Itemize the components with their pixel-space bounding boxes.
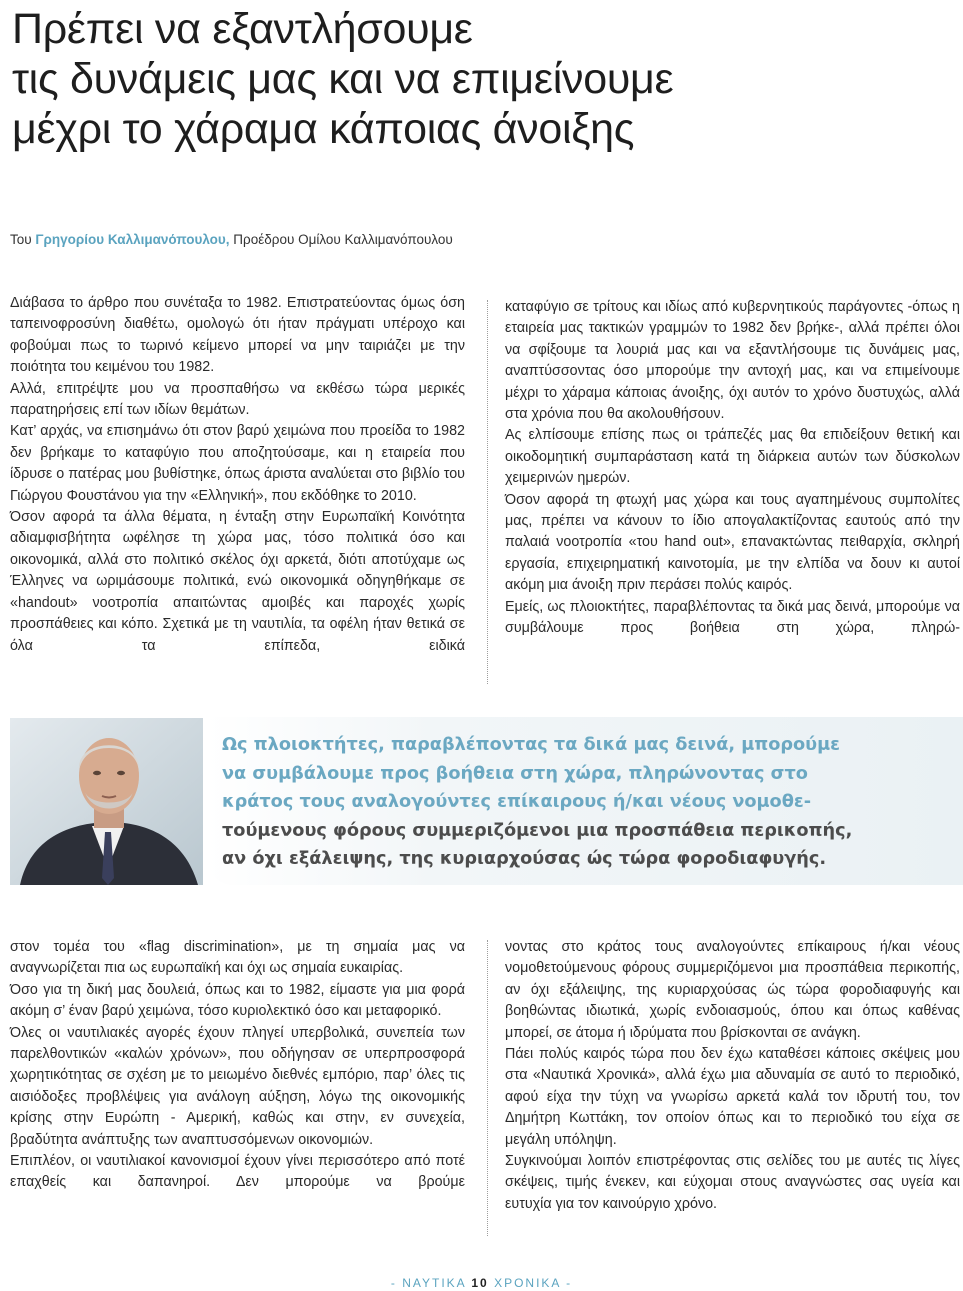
paragraph: νοντας στο κράτος τους αναλογούντες επίκαιρους ή/και νέους νομοθετούμενους φόρους συμμεριζόμενοι μια προσπάθεια περικοπής, αν όχι εξάλειψης, της κυριαρχούσας ώς τώρα φοροδιαφυγής και βοηθώντας ιδιωτικά, χωρίς ενδοιασμούς, όπου και όπως καθένας μπορεί, σε άτομα ή ιδρύματα που βρίσκονται σε ανάγκη. <box>505 939 960 1041</box>
paragraph: Όσον αφορά τα άλλα θέματα, η ένταξη στην Ευρωπαϊκή Κοινότητα αδιαμφισβήτητα ωφέλησε τη χώρα μας, τόσο πολιτικά όσο και οικονομικά, αλλά στο πολιτικό σκέλος όχι αρκετά, διότι αποτύχαμε ως Έλληνες να ωριμάσουμε πολιτικά, ενώ οικονομικά οδηγηθήκαμε σε «handout» νοοτροπία απαιτώντας αμοιβές και παροχές χωρίς προσπάθειες και κόπο. Σχετικά με τη ναυτιλία, τα οφέλη ήταν θετικά σε όλα τα επίπεδα, ειδικά <box>10 509 465 654</box>
paragraph: Αλλά, επιτρέψτε μου να προσπαθήσω να εκθέσω τώρα μερικές παρατηρήσεις επί των ιδίων θεμάτων. <box>10 380 465 419</box>
paragraph: Διάβασα το άρθρο που συνέταξα το 1982. Επιστρατεύοντας όμως όση ταπεινοφροσύνη διαθέτω, ομολογώ ότι ήταν πράγματι υπέροχο και φοβούμαι πως το τωρινό κείμενο μπορεί να μην ταιριάζει με την ποιότητα του κειμένου του 1982. <box>10 295 465 376</box>
column-divider <box>487 300 488 684</box>
paragraph: Επιπλέον, οι ναυτιλιακοί κανονισμοί έχουν γίνει περισσότερο από ποτέ επαχθείς και δαπανηροί. Δεν μπορούμε να βρούμε <box>10 1153 465 1191</box>
byline-author: Γρηγορίου Καλλιμανόπουλου, <box>35 232 230 247</box>
pull-quote-line: Ως πλοιοκτήτες, παραβλέποντας τα δικά μας δεινά, μπορούμε <box>222 735 840 755</box>
paragraph: Όσον αφορά τη φτωχή μας χώρα και τους αγαπημένους συμπολίτες μας, πρέπει να κάνουν το ίδιο απογαλακτίζοντας εαυτούς από την παλαιά νοοτροπία «του hand out», επανακτώντας πειθαρχία, σκληρή εργασία, επιχειρηματική καινοτομία, με την ελπίδα να δουν κι αυτοί ακόμη μια άνοιξη πριν περάσει πολύς καιρός. <box>505 491 960 594</box>
paragraph: στον τομέα του «flag discrimination», με τη σημαία μας να αναγνωρίζεται πια ως ευρωπαϊκή και όχι ως σημαία ευκαιρίας. <box>10 939 465 977</box>
article-headline <box>12 4 952 154</box>
paragraph: Εμείς, ως πλοιοκτήτες, παραβλέποντας τα δικά μας δεινά, μπορούμε να συμβάλουμε προς βοήθεια στη χώρα, πληρώ- <box>505 598 960 637</box>
pull-quote-line: να συμβάλουμε προς βοήθεια στη χώρα, πληρώνοντας στο <box>222 763 808 784</box>
pull-quote-line: αν όχι εξάλειψης, της κυριαρχούσας ώς τώρα φοροδιαφυγής. <box>222 849 827 870</box>
pull-quote-line: τούμενους φόρους συμμεριζόμενοι μια προσπάθεια περικοπής, <box>222 820 853 841</box>
pull-quote-line: κράτος τους αναλογούντες επίκαιρους ή/και νέους νομοθε- <box>222 792 812 813</box>
byline-prefix: Του <box>10 232 36 247</box>
article-column-3 <box>10 937 465 1194</box>
byline <box>10 232 453 247</box>
paragraph: Πάει πολύς καιρός τώρα που δεν έχω καταθέσει κάποιες σκέψεις μου στα «Ναυτικά Χρονικά», αλλά έχω μια αδυναμία σε αυτό το περιοδικό, αφού είχα την τύχη να γνωρίσω αρκετά καλά τον ιδρυτή του, τον Δημήτρη Κωττάκη, τον οποίον όπως και το περιοδικό του είχα σε μεγάλη υπόληψη. <box>505 1046 960 1148</box>
pull-quote <box>222 731 952 874</box>
footer-magazine-right: ΧΡΟΝΙΚΑ - <box>494 1276 573 1290</box>
footer-magazine-left: - ΝΑΥΤΙΚΑ <box>390 1276 467 1290</box>
author-photo <box>10 718 203 885</box>
paragraph: Συγκινούμαι λοιπόν επιστρέφοντας στις σελίδες του με αυτές τις λίγες σκέψεις, τιμής ένεκεν, και εύχομαι στους αναγνώστες σας υγεία και ευτυχία για τον καινούργιο χρόνο. <box>505 1153 960 1212</box>
headline-line: τις δυνάμεις μας και να επιμείνουμε <box>12 55 674 103</box>
article-column-2 <box>505 297 960 640</box>
headline-line: Πρέπει να εξαντλήσουμε <box>12 5 473 53</box>
paragraph: Όλες οι ναυτιλιακές αγορές έχουν πληγεί υπερβολικά, συνεπεία των παρελθοντικών «καλών χρόνων», που οδήγησαν σε υπερπροσφορά χωρητικότητας σε σχέση με το μειωμένο διεθνές εμπόριο, παρ’ όλες τις αισιόδοξες προβλέψεις για ανάλογη αύξηση, λόγω της οικονομικής κρίσης στην Ευρώπη - Αμερική, καθώς και στην, εν συνεχεία, βραδύτητα ανάπτυξης των αναπτυσσόμενων οικονομιών. <box>10 1024 465 1148</box>
headline-line: μέχρι το χάραμα κάποιας άνοιξης <box>12 105 635 153</box>
column-divider <box>487 940 488 1236</box>
paragraph: Ας ελπίσουμε επίσης πως οι τράπεζές μας θα επιδείξουν θετική και οικοδομητική συμπαράσταση κατά τη διάρκεια αυτών των δύσκολων χειμερινών ημερών. <box>505 427 960 487</box>
paragraph: Όσο για τη δική μας δουλειά, όπως και το 1982, είμαστε για μια φορά ακόμη σ’ έναν βαρύ χειμώνα, τόσο κυριολεκτικό όσο και μεταφορικό. <box>10 981 465 1020</box>
portrait-image <box>10 718 203 885</box>
paragraph: Κατ’ αρχάς, να επισημάνω ότι στον βαρύ χειμώνα που προείδα το 1982 δεν βρήκαμε το καταφύγιο που αποζητούσαμε, και η εταιρεία που ίδρυσε ο πατέρας μου βυθίστηκε, όπως άριστα αναλύεται στο βιβλίο του Γιώργου Φουστάνου για την «Ελληνική», που εκδόθηκε το 2010. <box>10 423 465 504</box>
byline-role: Προέδρου Ομίλου Καλλιμανόπουλου <box>229 232 453 247</box>
page-number: 10 <box>471 1276 489 1290</box>
article-column-1 <box>10 293 465 657</box>
paragraph: καταφύγιο σε τρίτους και ιδίως από κυβερνητικούς παράγοντες -όπως η εταιρεία μας τακτικών γραμμών το 1982 δεν βρήκε-, αλλά πρέπει όλοι να σφίξουμε τα λουριά μας και να εξαντλήσουμε τις δυνάμεις μας, αναπτύσσοντας όσο μπορούμε την αντοχή μας, και να επιμείνουμε μέχρι το χάραμα κάποιας άνοιξης, όχι αυτόν το χρόνο δυστυχώς, αλλά στα χρόνια που θα ακολουθήσουν. <box>505 299 960 423</box>
page-footer <box>0 1276 963 1290</box>
article-column-4 <box>505 937 960 1215</box>
